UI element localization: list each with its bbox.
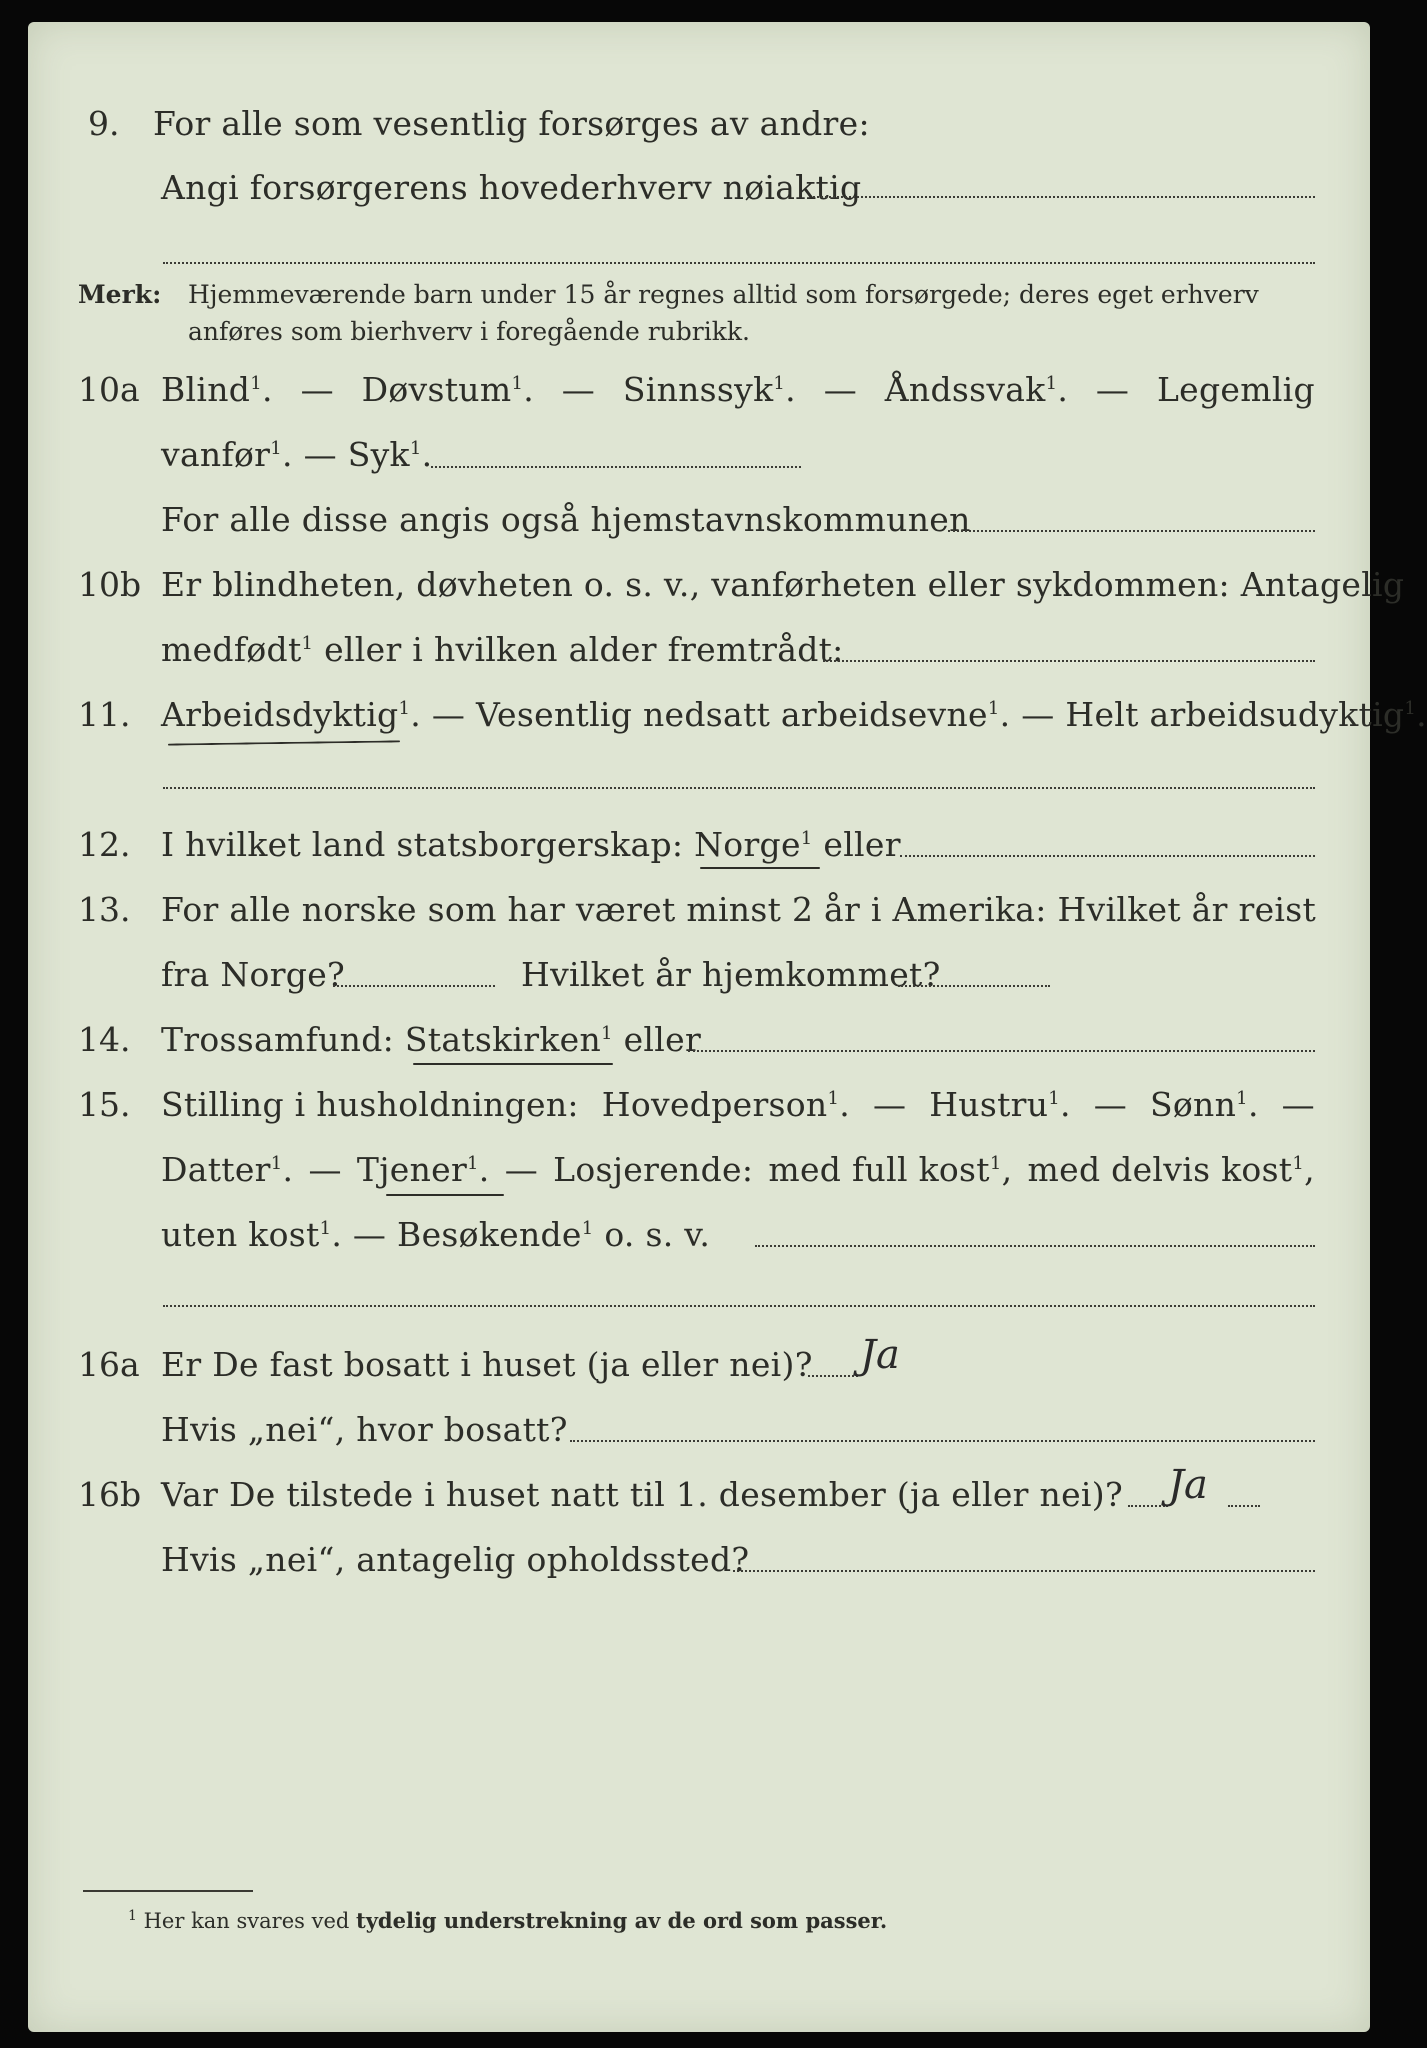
opt-tjener[interactable]: Tjener (356, 1150, 468, 1189)
opt-besokende[interactable]: Besøkende (397, 1215, 582, 1254)
underline-norge (700, 867, 820, 869)
q16b-line1: Var De tilstede i huset natt til 1. desember (ja eller nei)? (161, 1475, 1123, 1514)
q10a-options: Blind$^1$. — Døvstum$^1$. — Sinnssyk$^1$. — Åndssvak$^1$. — Legemlig (161, 370, 1315, 409)
opt-statskirken[interactable]: Statskirken (404, 1020, 602, 1059)
q10a-hjemstavn: For alle disse angis også hjemstavnskommunen (161, 500, 971, 539)
opt-legemlig[interactable]: Legemlig (1156, 370, 1315, 409)
opt-nedsatt[interactable]: Vesentlig nedsatt arbeidsevne (475, 695, 988, 734)
q10b-line1: Er blindheten, døvheten o. s. v., vanførheten eller sykdommen: Antagelig (161, 565, 1405, 604)
opt-uten-kost[interactable]: uten kost (161, 1215, 320, 1254)
q13-hjemkommet-line[interactable] (898, 985, 1050, 987)
opt-delvis-kost[interactable]: med delvis kost (1027, 1150, 1293, 1189)
q16a-bosatt-line[interactable] (570, 1440, 1315, 1442)
q14-answer-line[interactable] (688, 1050, 1315, 1052)
q10a-number: 10a (78, 370, 140, 409)
q13-hjemkommet: Hvilket år hjemkommet? (521, 955, 941, 994)
footnote (128, 1902, 887, 1935)
opt-syk[interactable]: Syk (347, 435, 410, 474)
q13-reist-line[interactable] (333, 985, 495, 987)
q15-answer-line[interactable] (755, 1245, 1315, 1247)
underline-statskirken (413, 1063, 613, 1065)
q12-line: I hvilket land statsborgerskap: Norge$^1$ eller (161, 825, 901, 864)
opt-full-kost[interactable]: med full kost (768, 1150, 990, 1189)
opt-norge[interactable]: Norge (694, 825, 801, 864)
q9-answer-line[interactable] (813, 196, 1315, 198)
q13-line1: For alle norske som har været minst 2 år i Amerika: Hvilket år reist (161, 890, 1317, 929)
opt-sonn[interactable]: Sønn (1149, 1085, 1237, 1124)
footnote-mark: 1 (128, 1908, 137, 1924)
opt-medfodt[interactable]: medfødt (161, 630, 302, 669)
q12-number: 12. (78, 825, 131, 864)
q10a-line2: vanfør$^1$. — Syk$^1$. (161, 435, 433, 474)
q16a-handwritten-answer: Ja (860, 1332, 900, 1378)
opt-datter[interactable]: Datter (161, 1150, 271, 1189)
opt-hovedperson[interactable]: Hovedperson (601, 1085, 828, 1124)
q9-number: 9. (88, 104, 120, 143)
opt-sinnssyk[interactable]: Sinnssyk (622, 370, 774, 409)
opt-dovstum[interactable]: Døvstum (361, 370, 512, 409)
merk-text-2: anføres som bierhverv i foregående rubrikk. (188, 317, 750, 346)
q10a-answer-line[interactable] (431, 466, 801, 468)
q14-number: 14. (78, 1020, 131, 1059)
q10b-number: 10b (78, 565, 142, 604)
q15-extra-line[interactable] (163, 1305, 1315, 1307)
footnote-bold: tydelig understrekning av de ord som passer. (356, 1908, 888, 1933)
q11-number: 11. (78, 695, 131, 734)
opt-andssvak[interactable]: Åndssvak (884, 370, 1046, 409)
q15-number: 15. (78, 1085, 131, 1124)
q16b-line2: Hvis „nei“, antagelig opholdssted? (161, 1540, 750, 1579)
q10a-hjemstavn-line[interactable] (948, 530, 1315, 532)
opt-hustru[interactable]: Hustru (929, 1085, 1049, 1124)
footnote-rule (83, 1890, 253, 1892)
opt-arbeidsdyktig[interactable]: Arbeidsdyktig (161, 695, 399, 734)
q10b-line2: medfødt$^1$ eller i hvilken alder fremtrådt: (161, 630, 844, 669)
q10b-answer-line[interactable] (823, 660, 1315, 662)
underline-tjener (386, 1194, 504, 1196)
q16b-handwritten-answer: Ja (1168, 1462, 1208, 1508)
opt-blind[interactable]: Blind (161, 370, 251, 409)
q16b-answer-line-b[interactable] (1228, 1505, 1260, 1507)
merk-label: Merk: (78, 280, 162, 309)
census-form-page (28, 22, 1427, 2032)
q15-line2: Datter$^1$. — Tjener$^1$. — Losjerende: med full kost$^1$, med delvis kost$^1$, (161, 1150, 1315, 1189)
q15-line1: Stilling i husholdningen: Hovedperson$^1$. — Hustru$^1$. — Sønn$^1$. — (161, 1085, 1315, 1124)
q13-number: 13. (78, 890, 131, 929)
q11-options: Arbeidsdyktig$^1$. — Vesentlig nedsatt arbeidsevne$^1$. — Helt arbeidsudyktig$^1$. (161, 695, 1427, 734)
q16a-line2: Hvis „nei“, hvor bosatt? (161, 1410, 568, 1449)
q16a-answer-line[interactable] (808, 1375, 858, 1377)
underline-arbeidsdyktig (168, 740, 400, 745)
footnote-lead: Her kan svares ved (143, 1909, 350, 1933)
q9-question: Angi forsørgerens hovederhverv nøiaktig (161, 168, 862, 207)
q12-answer-line[interactable] (900, 855, 1315, 857)
q16a-number: 16a (78, 1345, 140, 1384)
q16b-answer-line-a[interactable] (1128, 1505, 1168, 1507)
q13-reist: fra Norge? (161, 955, 346, 994)
q9-heading: For alle som vesentlig forsørges av andre: (153, 104, 870, 143)
opt-vanfor[interactable]: vanfør (161, 435, 271, 474)
q14-line: Trossamfund: Statskirken$^1$ eller (161, 1020, 702, 1059)
q16b-number: 16b (78, 1475, 142, 1514)
opt-udyktig[interactable]: Helt arbeidsudyktig (1065, 695, 1405, 734)
merk-text-1: Hjemmeværende barn under 15 år regnes alltid som forsørgede; deres eget erhverv (188, 280, 1259, 309)
q15-line3: uten kost$^1$. — Besøkende$^1$ o. s. v. (161, 1215, 711, 1254)
q11-extra-line[interactable] (163, 787, 1315, 789)
q16a-line1: Er De fast bosatt i huset (ja eller nei)? (161, 1345, 813, 1384)
q16b-opholdssted-line[interactable] (733, 1570, 1315, 1572)
q9-extra-line[interactable] (163, 262, 1315, 264)
